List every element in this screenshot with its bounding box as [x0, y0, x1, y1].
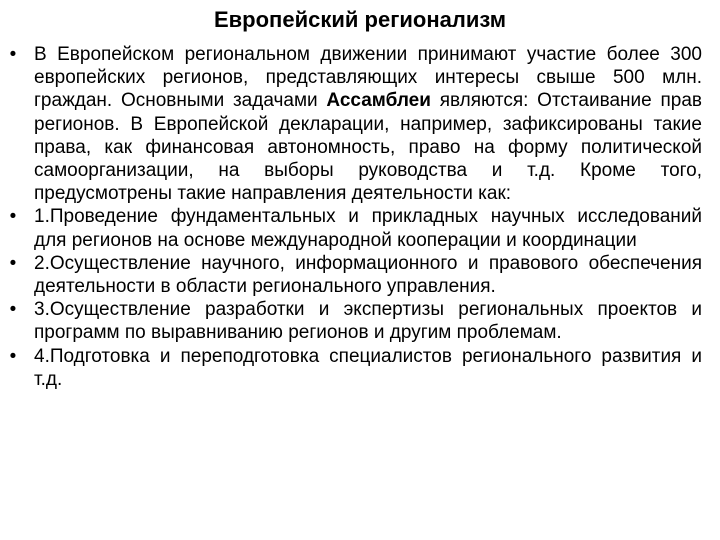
- bullet-item-4: [9, 298, 702, 344]
- slide-title: Европейский регионализм: [213, 7, 506, 32]
- bullet-text: 2.Осуществление научного, информационного и правового обеспечения деятельности в области регионального управления.: [34, 252, 702, 298]
- bullet-item-2: [9, 205, 702, 251]
- bullet-icon: •: [9, 299, 17, 321]
- bullet-bold-term: Ассамблеи: [326, 90, 431, 112]
- bullet-item-1: [9, 43, 702, 205]
- bullet-item-3: [9, 252, 702, 298]
- bullet-icon: •: [9, 345, 17, 367]
- bullet-text: 4.Подготовка и переподготовка специалистов регионального развития и т.д.: [34, 345, 702, 390]
- bullet-text: 1.Проведение фундаментальных и прикладных научных исследований для регионов на основе международной кооперации и координации: [34, 206, 702, 251]
- bullet-icon: •: [9, 252, 17, 274]
- bullet-item-5: [9, 345, 702, 391]
- bullet-icon: •: [9, 44, 17, 65]
- bullet-list: [0, 43, 720, 391]
- bullet-icon: •: [9, 206, 17, 228]
- bullet-text-before: В Европейском региональном движении принимают участие более 300 европейских регионов, представляющих интересы свыше 500 млн. граждан. Основными задачами: [34, 44, 702, 112]
- bullet-text: 3.Осуществление разработки и экспертизы региональных проектов и программ по выравниванию регионов и другим проблемам.: [34, 299, 702, 344]
- bullet-text-after: являются: Отстаивание прав регионов. В Европейской декларации, например, зафиксированы такие права, как финансовая автономность, право на форму политической самоорганизации, на выборы руководства и т.д. Кроме того, предусмотрены такие направления деятельности как:: [34, 90, 702, 205]
